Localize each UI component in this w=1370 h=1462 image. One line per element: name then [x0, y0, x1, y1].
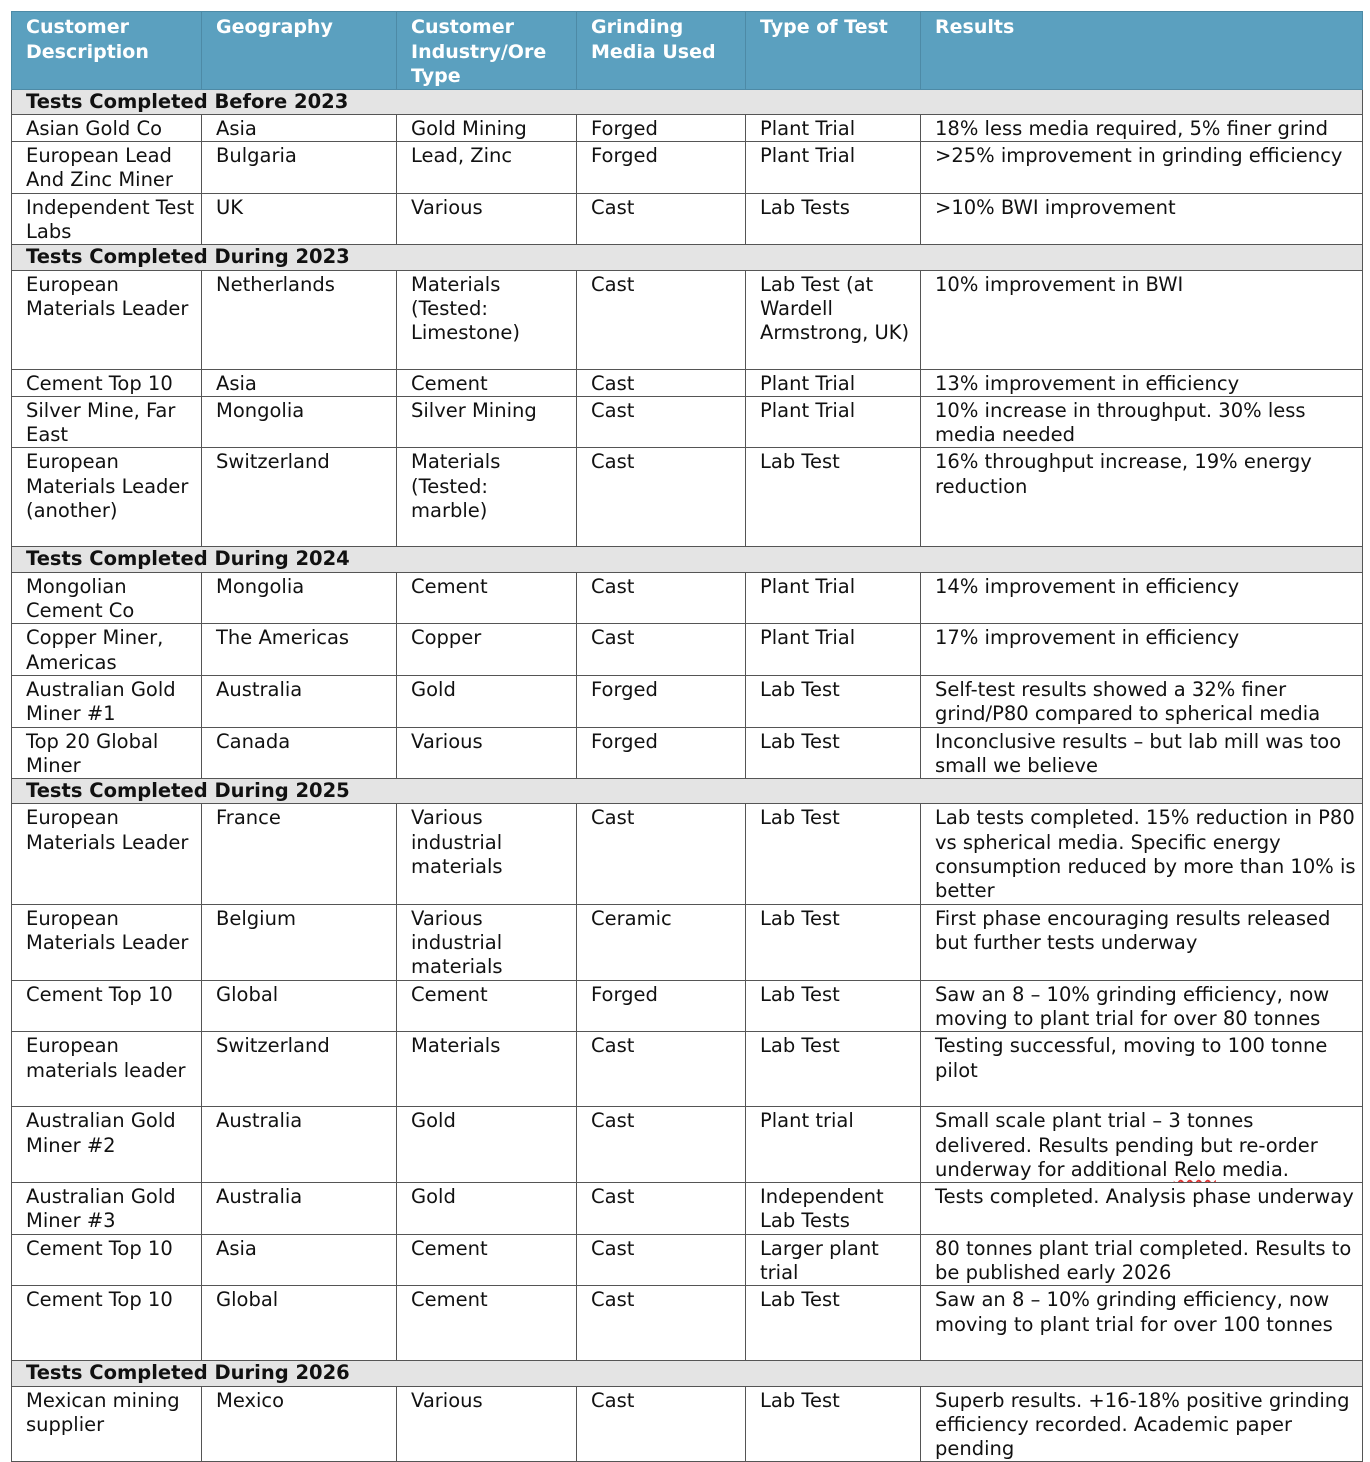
- cell-customer: European Materials Leader: [12, 270, 202, 369]
- cell-customer: Australian Gold Miner #1: [12, 675, 202, 727]
- cell-geography: Belgium: [202, 904, 397, 980]
- cell-media: Cast: [577, 396, 746, 448]
- cell-industry: Various: [397, 1386, 577, 1462]
- cell-industry: Cement: [397, 369, 577, 396]
- cell-geography: Bulgaria: [202, 142, 397, 194]
- cell-customer: Cement Top 10: [12, 980, 202, 1032]
- cell-geography: Asia: [202, 369, 397, 396]
- table-row: [12, 448, 1363, 547]
- column-header-geography: Geography: [202, 12, 397, 90]
- table-row: [12, 396, 1363, 448]
- section-title: Tests Completed During 2023: [12, 245, 1363, 270]
- cell-media: Forged: [577, 142, 746, 194]
- table-row: [12, 904, 1363, 980]
- table-header: [12, 12, 1363, 90]
- table-row: [12, 804, 1363, 904]
- cell-geography: Asia: [202, 1234, 397, 1286]
- table-row: [12, 1386, 1363, 1462]
- cell-results: Self-test results showed a 32% finer grind/P80 compared to spherical media: [921, 675, 1363, 727]
- cell-test-type: Lab Test: [746, 980, 921, 1032]
- header-row: [12, 12, 1363, 90]
- cell-test-type: Lab Test (at Wardell Armstrong, UK): [746, 270, 921, 369]
- cell-results: 18% less media required, 5% finer grind: [921, 114, 1363, 141]
- cell-customer: European Materials Leader: [12, 804, 202, 904]
- cell-test-type: Larger plant trial: [746, 1234, 921, 1286]
- cell-geography: Mexico: [202, 1386, 397, 1462]
- cell-test-type: Plant Trial: [746, 624, 921, 676]
- table-row: [12, 142, 1363, 194]
- section-row: [12, 245, 1363, 270]
- cell-industry: Gold Mining: [397, 114, 577, 141]
- cell-media: Cast: [577, 572, 746, 624]
- cell-industry: Materials (Tested: marble): [397, 448, 577, 547]
- table-row: [12, 193, 1363, 245]
- table-row: [12, 572, 1363, 624]
- section-title: Tests Completed During 2025: [12, 779, 1363, 804]
- cell-geography: Switzerland: [202, 448, 397, 547]
- cell-customer: European Materials Leader: [12, 904, 202, 980]
- cell-industry: Silver Mining: [397, 396, 577, 448]
- cell-test-type: Plant Trial: [746, 142, 921, 194]
- cell-customer: European Lead And Zinc Miner: [12, 142, 202, 194]
- cell-geography: Global: [202, 1286, 397, 1361]
- cell-media: Cast: [577, 804, 746, 904]
- cell-results: Lab tests completed. 15% reduction in P80 vs spherical media. Specific energy consumption reduced by more than 10% is better: [921, 804, 1363, 904]
- table-row: [12, 980, 1363, 1032]
- cell-industry: Gold: [397, 675, 577, 727]
- cell-customer: Copper Miner, Americas: [12, 624, 202, 676]
- cell-media: Cast: [577, 1286, 746, 1361]
- cell-test-type: Plant Trial: [746, 114, 921, 141]
- spellcheck-word: Relo: [1173, 1157, 1216, 1181]
- cell-industry: Gold: [397, 1107, 577, 1183]
- cell-results: 13% improvement in efficiency: [921, 369, 1363, 396]
- cell-customer: Mongolian Cement Co: [12, 572, 202, 624]
- cell-media: Forged: [577, 675, 746, 727]
- section-row: [12, 547, 1363, 572]
- cell-industry: Gold: [397, 1183, 577, 1235]
- cell-test-type: Lab Test: [746, 904, 921, 980]
- cell-customer: Silver Mine, Far East: [12, 396, 202, 448]
- table-row: [12, 270, 1363, 369]
- cell-results: Saw an 8 – 10% grinding efficiency, now moving to plant trial for over 80 tonnes: [921, 980, 1363, 1032]
- table-row: [12, 624, 1363, 676]
- cell-media: Cast: [577, 1183, 746, 1235]
- cell-industry: Cement: [397, 1234, 577, 1286]
- cell-media: Cast: [577, 1032, 746, 1107]
- cell-results: >10% BWI improvement: [921, 193, 1363, 245]
- section-title: Tests Completed During 2024: [12, 547, 1363, 572]
- table-row: [12, 369, 1363, 396]
- cell-geography: Australia: [202, 1183, 397, 1235]
- section-row: [12, 89, 1363, 114]
- cell-geography: Mongolia: [202, 572, 397, 624]
- cell-test-type: Lab Test: [746, 448, 921, 547]
- cell-industry: Various: [397, 727, 577, 779]
- cell-industry: Materials: [397, 1032, 577, 1107]
- column-header-grinding-media: Grinding Media Used: [577, 12, 746, 90]
- cell-industry: Lead, Zinc: [397, 142, 577, 194]
- cell-media: Cast: [577, 624, 746, 676]
- table-row: [12, 727, 1363, 779]
- cell-media: Cast: [577, 1386, 746, 1462]
- cell-industry: Cement: [397, 1286, 577, 1361]
- cell-media: Forged: [577, 980, 746, 1032]
- cell-geography: Australia: [202, 1107, 397, 1183]
- cell-geography: Mongolia: [202, 396, 397, 448]
- cell-geography: The Americas: [202, 624, 397, 676]
- cell-geography: Canada: [202, 727, 397, 779]
- table-row: [12, 1107, 1363, 1183]
- section-row: [12, 1361, 1363, 1386]
- cell-test-type: Plant Trial: [746, 369, 921, 396]
- cell-test-type: Plant Trial: [746, 572, 921, 624]
- cell-customer: Top 20 Global Miner: [12, 727, 202, 779]
- cell-results: First phase encouraging results released but further tests underway: [921, 904, 1363, 980]
- table-row: [12, 1183, 1363, 1235]
- cell-test-type: Lab Test: [746, 1386, 921, 1462]
- cell-customer: Independent Test Labs: [12, 193, 202, 245]
- cell-geography: UK: [202, 193, 397, 245]
- cell-results: 10% improvement in BWI: [921, 270, 1363, 369]
- cell-industry: Cement: [397, 572, 577, 624]
- cell-test-type: Lab Test: [746, 804, 921, 904]
- cell-test-type: Independent Lab Tests: [746, 1183, 921, 1235]
- cell-test-type: Lab Test: [746, 1286, 921, 1361]
- table-body: [12, 89, 1363, 1462]
- cell-geography: Switzerland: [202, 1032, 397, 1107]
- cell-results: 10% increase in throughput. 30% less media needed: [921, 396, 1363, 448]
- cell-results: Inconclusive results – but lab mill was too small we believe: [921, 727, 1363, 779]
- table-row: [12, 114, 1363, 141]
- cell-media: Cast: [577, 448, 746, 547]
- cell-geography: Asia: [202, 114, 397, 141]
- cell-industry: Various: [397, 193, 577, 245]
- cell-media: Cast: [577, 369, 746, 396]
- column-header-results: Results: [921, 12, 1363, 90]
- cell-media: Forged: [577, 727, 746, 779]
- cell-industry: Copper: [397, 624, 577, 676]
- cell-industry: Cement: [397, 980, 577, 1032]
- cell-test-type: Lab Tests: [746, 193, 921, 245]
- section-row: [12, 779, 1363, 804]
- table-row: [12, 1032, 1363, 1107]
- cell-customer: Asian Gold Co: [12, 114, 202, 141]
- cell-media: Cast: [577, 1107, 746, 1183]
- cell-results: Small scale plant trial – 3 tonnes delivered. Results pending but re-order underway for additional Relo media.: [921, 1107, 1363, 1183]
- cell-test-type: Plant trial: [746, 1107, 921, 1183]
- cell-geography: Australia: [202, 675, 397, 727]
- cell-results: Superb results. +16-18% positive grinding efficiency recorded. Academic paper pending: [921, 1386, 1363, 1462]
- cell-customer: Australian Gold Miner #3: [12, 1183, 202, 1235]
- cell-media: Forged: [577, 114, 746, 141]
- table-row: [12, 1286, 1363, 1361]
- table-row: [12, 675, 1363, 727]
- cell-results: Tests completed. Analysis phase underway: [921, 1183, 1363, 1235]
- cell-results: 80 tonnes plant trial completed. Results to be published early 2026: [921, 1234, 1363, 1286]
- section-title: Tests Completed During 2026: [12, 1361, 1363, 1386]
- column-header-type-of-test: Type of Test: [746, 12, 921, 90]
- cell-results: Testing successful, moving to 100 tonne pilot: [921, 1032, 1363, 1107]
- cell-customer: European materials leader: [12, 1032, 202, 1107]
- cell-industry: Materials (Tested: Limestone): [397, 270, 577, 369]
- test-results-table: [11, 11, 1363, 1462]
- cell-results: >25% improvement in grinding efficiency: [921, 142, 1363, 194]
- cell-test-type: Lab Test: [746, 1032, 921, 1107]
- cell-results: 16% throughput increase, 19% energy reduction: [921, 448, 1363, 547]
- cell-test-type: Plant Trial: [746, 396, 921, 448]
- cell-customer: European Materials Leader (another): [12, 448, 202, 547]
- cell-test-type: Lab Test: [746, 675, 921, 727]
- cell-geography: France: [202, 804, 397, 904]
- cell-industry: Various industrial materials: [397, 804, 577, 904]
- cell-media: Cast: [577, 193, 746, 245]
- cell-geography: Netherlands: [202, 270, 397, 369]
- cell-customer: Cement Top 10: [12, 1234, 202, 1286]
- cell-industry: Various industrial materials: [397, 904, 577, 980]
- cell-media: Cast: [577, 270, 746, 369]
- cell-test-type: Lab Test: [746, 727, 921, 779]
- cell-customer: Mexican mining supplier: [12, 1386, 202, 1462]
- cell-geography: Global: [202, 980, 397, 1032]
- table-row: [12, 1234, 1363, 1286]
- cell-results: 14% improvement in efficiency: [921, 572, 1363, 624]
- cell-results: Saw an 8 – 10% grinding efficiency, now moving to plant trial for over 100 tonnes: [921, 1286, 1363, 1361]
- cell-customer: Cement Top 10: [12, 1286, 202, 1361]
- cell-customer: Australian Gold Miner #2: [12, 1107, 202, 1183]
- cell-media: Cast: [577, 1234, 746, 1286]
- section-title: Tests Completed Before 2023: [12, 89, 1363, 114]
- cell-media: Ceramic: [577, 904, 746, 980]
- column-header-industry-ore-type: Customer Industry/Ore Type: [397, 12, 577, 90]
- column-header-customer-description: Customer Description: [12, 12, 202, 90]
- cell-customer: Cement Top 10: [12, 369, 202, 396]
- cell-results: 17% improvement in efficiency: [921, 624, 1363, 676]
